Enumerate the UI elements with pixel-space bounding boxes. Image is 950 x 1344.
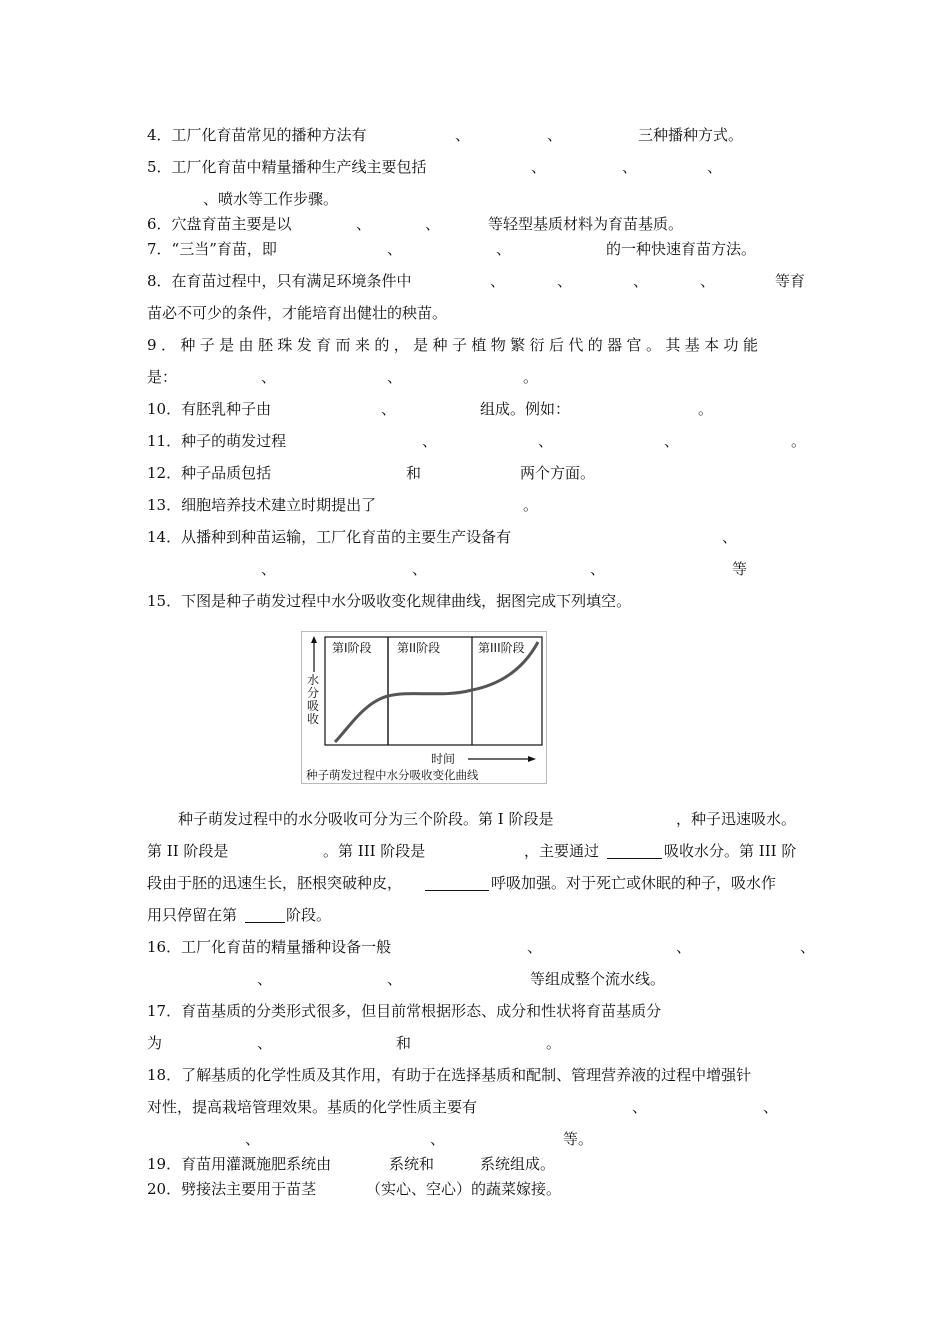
p15-line3-b: 呼吸加强。对于死亡或休眠的种子，吸水作 — [491, 874, 777, 892]
stage2-label: 第II阶段 — [397, 641, 441, 655]
q5-text-end: 、喷水等工作步骤。 — [203, 190, 339, 208]
q6-text: 6．穴盘育苗主要是以 — [147, 215, 292, 233]
p15-line2-b: 。第 III 阶段是 — [323, 842, 426, 860]
q18-text: 18．了解基质的化学性质及其作用，有助于在选择基质和配制、管理营养液的过程中增强针 — [147, 1066, 752, 1084]
water-absorption-figure — [301, 631, 547, 784]
q14-text: 14．从播种到种苗运输，工厂化育苗的主要生产设备有 — [147, 528, 512, 546]
q10-text: 10．有胚乳种子由 — [147, 400, 272, 418]
q17-text: 17．育苗基质的分类形式很多，但目前常根据形态、成分和性状将育苗基质分 — [147, 1002, 662, 1020]
q18-sep: 、 — [430, 1130, 446, 1148]
q8-text-mid: 等育 — [775, 272, 806, 290]
q10-sep: 、 — [381, 400, 397, 418]
q18-sep: 、 — [632, 1098, 648, 1116]
q8-text-end: 苗必不可少的条件，才能培育出健壮的秧苗。 — [147, 304, 448, 322]
q7-text-end: 的一种快速育苗方法。 — [606, 240, 757, 258]
q5-sep: 、 — [622, 158, 638, 176]
q15-text: 15．下图是种子萌发过程中水分吸收变化规律曲线，据图完成下列填空。 — [147, 592, 632, 610]
q7-text: 7．“三当”育苗，即 — [147, 240, 277, 258]
p15-blank — [607, 843, 662, 859]
q11-sep: 、 — [422, 432, 438, 450]
q14-text-end: 等 — [732, 560, 748, 578]
p15-line3-a: 段由于胚的迅速生长，胚根突破种皮， — [147, 874, 403, 892]
q16-sep: 、 — [527, 938, 543, 956]
q14-sep: 、 — [722, 528, 738, 546]
x-axis-label: 时间 — [431, 752, 456, 766]
q10-text-mid: 组成。例如： — [480, 400, 571, 418]
stage1-label: 第I阶段 — [332, 641, 372, 655]
q17-text-mid: 和 — [396, 1034, 412, 1052]
q14-sep: 、 — [590, 560, 606, 578]
q12-text-end: 两个方面。 — [520, 464, 596, 482]
q9-sep: 、 — [261, 368, 277, 386]
q7-sep: 、 — [496, 240, 512, 258]
q19-text-mid: 系统和 — [389, 1155, 435, 1173]
q4-text-end: 三种播种方式。 — [638, 126, 744, 144]
p15-line4-a: 用只停留在第 — [147, 906, 238, 924]
q18-sep: 、 — [245, 1130, 261, 1148]
q16-sep: 、 — [387, 970, 403, 988]
q4-sep: 、 — [455, 126, 471, 144]
q11-sep: 、 — [664, 432, 680, 450]
q17-sep: 。 — [546, 1034, 562, 1052]
p15-line4-b: 阶段。 — [286, 906, 332, 924]
q10-sep: 。 — [698, 400, 714, 418]
q6-text-end: 等轻型基质材料为育苗基质。 — [488, 215, 684, 233]
y-arrow-head — [311, 636, 317, 643]
q14-sep: 、 — [261, 560, 277, 578]
q17-sep: 、 — [257, 1034, 273, 1052]
q9-text-cont: 是： — [147, 368, 178, 386]
q20-text: 20．劈接法主要用于苗茎 — [147, 1180, 317, 1198]
q11-sep: 、 — [538, 432, 554, 450]
q16-sep: 、 — [257, 970, 273, 988]
q5-sep: 、 — [531, 158, 547, 176]
p15-line2-c: ，主要通过 — [524, 842, 600, 860]
p15-line2-a: 第 II 阶段是 — [147, 842, 229, 860]
q19-text-end: 系统组成。 — [480, 1155, 556, 1173]
q8-sep: 、 — [700, 272, 716, 290]
q13-text: 13．细胞培养技术建立时期提出了 — [147, 496, 377, 514]
absorption-curve — [335, 642, 538, 742]
p15-line2-d: 吸收水分。第 III 阶 — [664, 842, 797, 860]
q16-text-end: 等组成整个流水线。 — [530, 970, 666, 988]
q9-sep: 。 — [523, 368, 539, 386]
q16-sep: 、 — [676, 938, 692, 956]
q12-text-mid: 和 — [406, 464, 422, 482]
q19-text: 19．育苗用灌溉施肥系统由 — [147, 1155, 332, 1173]
stage3-label: 第III阶段 — [478, 641, 525, 655]
q6-sep: 、 — [425, 215, 441, 233]
q9-sep: 、 — [387, 368, 403, 386]
p15-line1-a: 种子萌发过程中的水分吸收可分为三个阶段。第 I 阶段是 — [178, 810, 554, 828]
q8-text: 8．在育苗过程中，只有满足环境条件中 — [147, 272, 412, 290]
q4-text: 4．工厂化育苗常见的播种方法有 — [147, 126, 367, 144]
q20-text-end: （实心、空心）的蔬菜嫁接。 — [366, 1180, 562, 1198]
q4-sep: 、 — [547, 126, 563, 144]
q8-sep: 、 — [557, 272, 573, 290]
q16-sep: 、 — [800, 938, 816, 956]
q13-sep: 。 — [523, 496, 539, 514]
figure-graphic — [302, 632, 546, 783]
p15-line1-b: ，种子迅速吸水。 — [676, 810, 797, 828]
q16-text: 16．工厂化育苗的精量播种设备一般 — [147, 938, 392, 956]
q18-text-end: 等。 — [563, 1130, 594, 1148]
q9-text: 9．种子是由胚珠发育而来的，是种子植物繁衍后代的器官。其基本功能 — [147, 336, 763, 354]
q8-sep: 、 — [490, 272, 506, 290]
q6-sep: 、 — [356, 215, 372, 233]
q17-text-cont: 为 — [147, 1034, 163, 1052]
q5-text: 5．工厂化育苗中精量播种生产线主要包括 — [147, 158, 427, 176]
p15-blank — [425, 875, 489, 891]
q12-text: 12．种子品质包括 — [147, 464, 272, 482]
q7-sep: 、 — [387, 240, 403, 258]
q18-text-cont: 对性，提高栽培管理效果。基质的化学性质主要有 — [147, 1098, 478, 1116]
p15-blank — [245, 907, 285, 923]
y-axis-label: 水分吸收 — [307, 673, 320, 726]
q14-sep: 、 — [412, 560, 428, 578]
figure-caption: 种子萌发过程中水分吸收变化曲线 — [306, 768, 479, 782]
x-arrow-head — [528, 756, 536, 762]
q18-sep: 、 — [763, 1098, 779, 1116]
q11-sep: 。 — [791, 432, 807, 450]
q5-sep: 、 — [707, 158, 723, 176]
q11-text: 11．种子的萌发过程 — [147, 432, 287, 450]
q8-sep: 、 — [633, 272, 649, 290]
